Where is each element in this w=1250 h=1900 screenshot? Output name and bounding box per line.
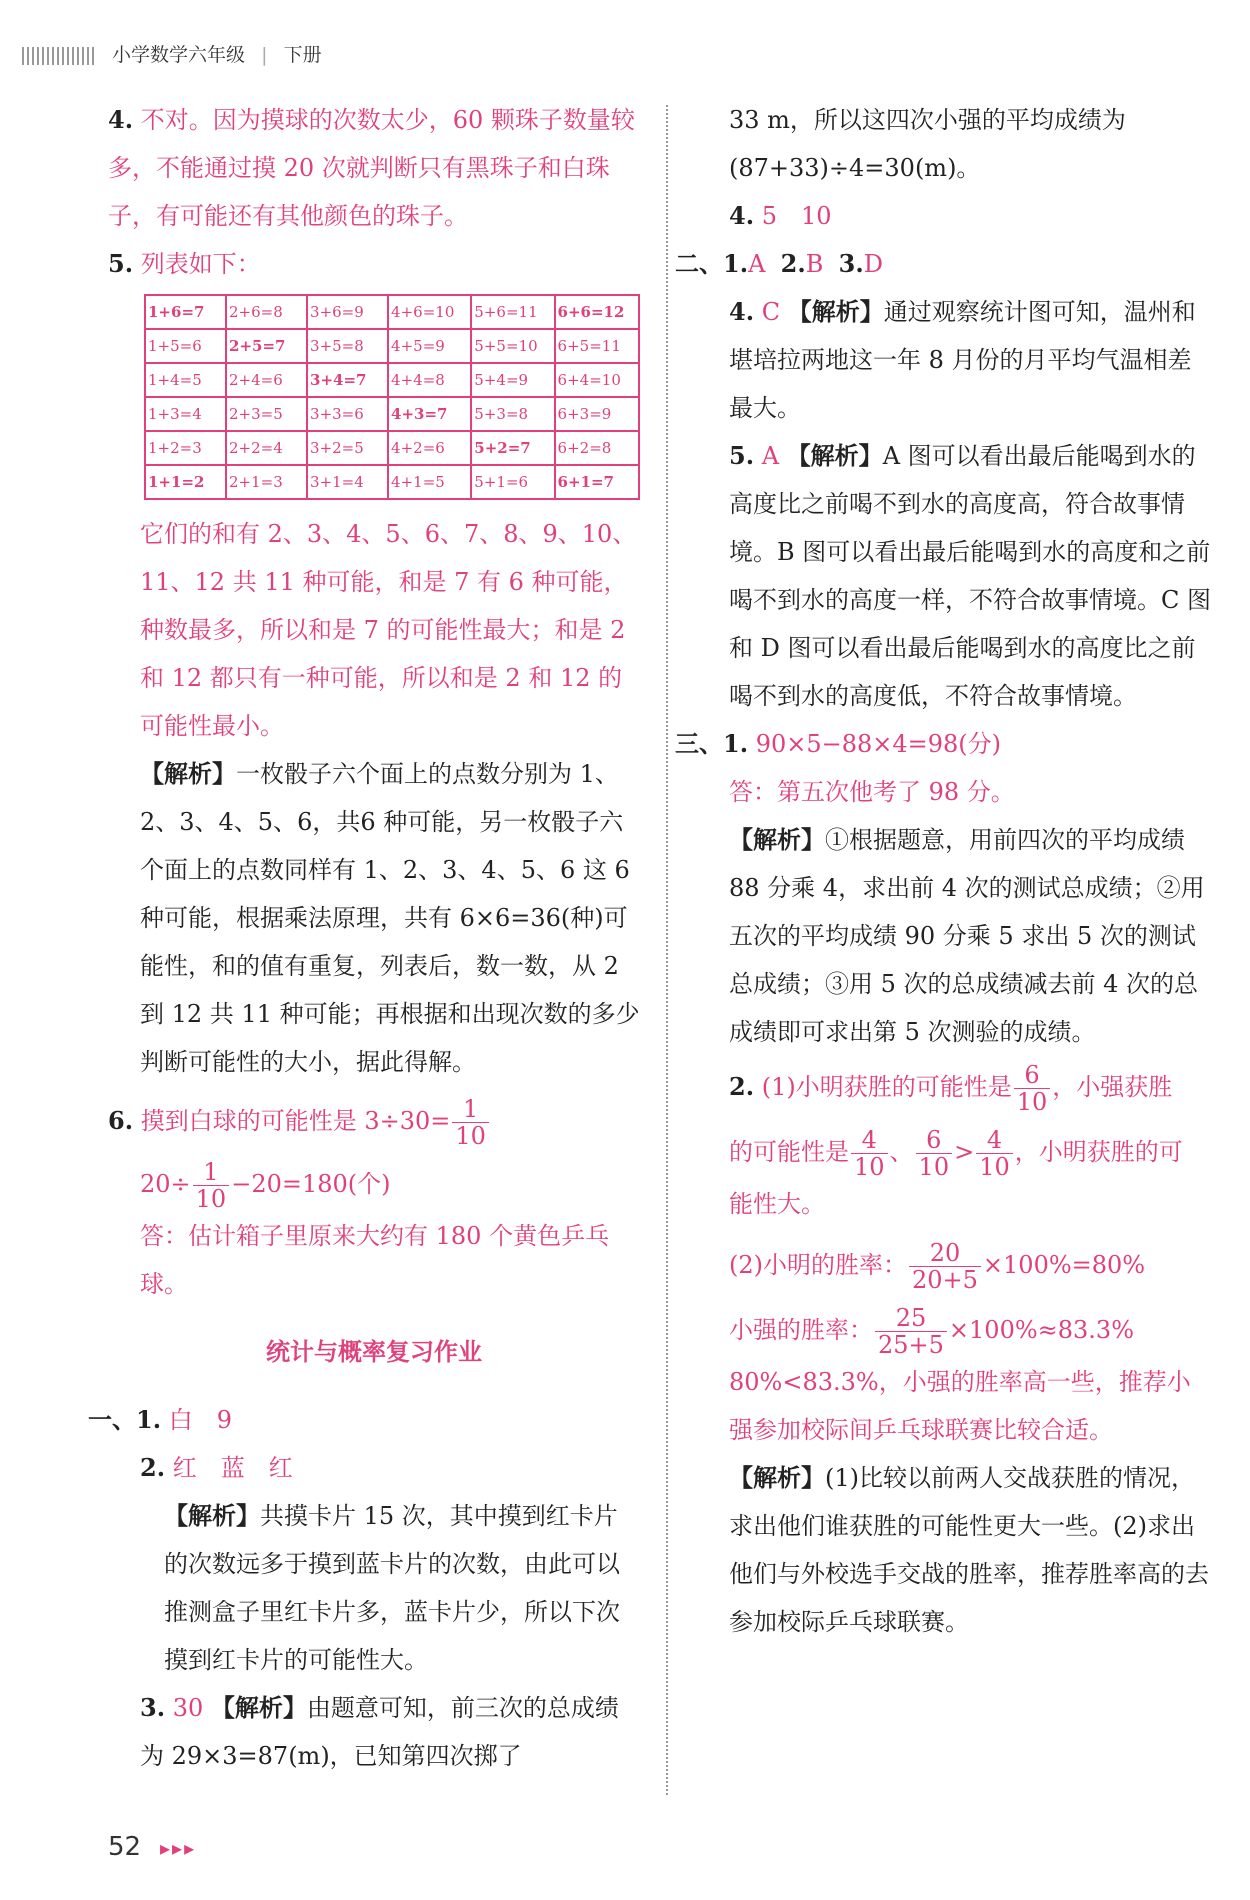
q6-line2: [108, 1159, 640, 1212]
answer-text: D: [863, 250, 883, 278]
fraction-4-10: [976, 1127, 1013, 1180]
table-cell: 1+1=2: [145, 465, 226, 499]
frac-den: 10: [195, 1185, 227, 1213]
table-row: [145, 295, 639, 329]
answer-text: B: [805, 250, 824, 278]
left-column: [88, 96, 640, 1780]
header-stripes-decoration: [22, 47, 96, 65]
analysis-label: 【解析】: [729, 1463, 825, 1492]
table-cell: 4+3=7: [388, 397, 471, 431]
table-cell: 6+3=9: [555, 397, 639, 431]
frac-den: 10: [854, 1153, 885, 1181]
section-label: 二、: [675, 249, 723, 278]
question-4: [108, 96, 640, 240]
answer-text: C: [761, 298, 781, 326]
table-cell: 1+4=5: [145, 363, 226, 397]
table-cell: 2+5=7: [226, 329, 307, 363]
page-header: [22, 40, 322, 67]
page-number: 52: [108, 1832, 142, 1862]
q-number: 1.: [723, 249, 749, 278]
q2-p4-post: ×100%=80%: [982, 1251, 1146, 1279]
q6-line2-pre: 20÷: [140, 1170, 191, 1198]
header-separator: |: [261, 44, 268, 66]
frac-num: 1: [193, 1159, 230, 1186]
table-cell: 3+3=6: [307, 397, 388, 431]
answer-text: 5 10: [761, 202, 832, 230]
frac-num: 6: [916, 1127, 953, 1154]
table-cell: 1+2=3: [145, 431, 226, 465]
analysis-label: 【解析】: [164, 1501, 260, 1530]
right-q4: [697, 192, 1212, 240]
frac-num: 20: [909, 1240, 981, 1267]
q-number: 5.: [729, 441, 755, 470]
table-cell: 4+5=9: [388, 329, 471, 363]
comma: 、: [889, 1138, 914, 1166]
q-number: 1.: [136, 1405, 162, 1434]
answer-text: 30: [172, 1694, 204, 1722]
table-cell: 6+4=10: [555, 363, 639, 397]
table-cell: 6+6=12: [555, 295, 639, 329]
q6-line1-text: 摸到白球的可能性是 3÷30=: [140, 1107, 451, 1135]
frac-num: 4: [976, 1127, 1013, 1154]
table-cell: 4+2=6: [388, 431, 471, 465]
table-cell: 5+2=7: [471, 431, 554, 465]
table-row: [145, 465, 639, 499]
q-number: 2.: [140, 1453, 166, 1482]
table-cell: 1+3=4: [145, 397, 226, 431]
table-cell: 5+5=10: [471, 329, 554, 363]
q-number: 2.: [780, 249, 806, 278]
column-divider: [666, 105, 668, 1795]
answer-text: A: [761, 442, 780, 470]
q-number: 3.: [838, 249, 864, 278]
answer-text: 90×5−88×4=98(分): [755, 730, 1002, 758]
table-cell: 5+6=11: [471, 295, 554, 329]
frac-den: 25+5: [878, 1331, 944, 1359]
table-row: [145, 431, 639, 465]
fraction-20-25: [909, 1240, 981, 1293]
q2-p2-pre: 的可能性是: [729, 1138, 849, 1166]
table-cell: 2+2=4: [226, 431, 307, 465]
dice-sum-table: [144, 294, 640, 500]
table-cell: 6+5=11: [555, 329, 639, 363]
gt-sign: >: [954, 1138, 975, 1166]
table-cell: 6+2=8: [555, 431, 639, 465]
analysis-text: 共摸卡片 15 次，其中摸到红卡片的次数远多于摸到蓝卡片的次数，由此可以推测盒子里红卡片多，蓝卡片少，所以下次摸到红卡片的可能性大。: [164, 1502, 620, 1674]
table-row: [145, 329, 639, 363]
section-3-q2-p1: [697, 1062, 1212, 1115]
q2-p5-pre: 小强的胜率：: [729, 1316, 873, 1344]
table-cell: 2+6=8: [226, 295, 307, 329]
q6-answer: 答：估计箱子里原来大约有 180 个黄色乒乓球。: [140, 1222, 610, 1298]
fraction-4-10: [851, 1127, 888, 1180]
section-label: 三、: [675, 729, 723, 758]
table-cell: 1+6=7: [145, 295, 226, 329]
table-cell: 4+4=8: [388, 363, 471, 397]
q6-line2-post: −20=180(个): [231, 1170, 391, 1198]
analysis-text: (1)比较以前两人交战获胜的情况，求出他们谁获胜的可能性更大一些。(2)求出他们与外校选手交战的胜率，推荐胜率高的去参加校际乒乓球联赛。: [729, 1464, 1209, 1636]
section-2-q4: [697, 288, 1212, 432]
section-3-q2-p6: 80%<83.3%，小强的胜率高一些，推荐小强参加校际间乒乓球联赛比较合适。: [729, 1368, 1191, 1444]
analysis-text: 由题意可知，前三次的总成绩为 29×3=87(m)，已知第四次掷了: [140, 1694, 619, 1770]
frac-den: 20+5: [912, 1266, 978, 1294]
section-3-q2-p5: [697, 1305, 1212, 1358]
section-3-q2-p3: 能性大。: [729, 1190, 825, 1218]
section-1-q2: [108, 1444, 640, 1492]
header-title: 小学数学六年级: [112, 44, 246, 66]
table-row: [145, 363, 639, 397]
q2-p5-post: ×100%≈83.3%: [948, 1316, 1134, 1344]
frac-num: 25: [875, 1305, 947, 1332]
frac-num: 1: [452, 1096, 489, 1123]
answer-text: 红 蓝 红: [172, 1454, 293, 1482]
table-cell: 3+4=7: [307, 363, 388, 397]
section-label: 一、: [88, 1405, 136, 1434]
table-row: [145, 397, 639, 431]
answer-text: 不对。因为摸球的次数太少，60 颗珠子数量较多，不能通过摸 20 次就判断只有黑珠子和白珠子，有可能还有其他颜色的珠子。: [108, 106, 635, 230]
analysis-label: 【解析】: [786, 441, 883, 470]
fraction-6-10: [916, 1127, 953, 1180]
right-column: [675, 96, 1212, 1646]
q6-line1: [140, 1095, 491, 1150]
fraction-1-10: [452, 1096, 489, 1149]
question-5: [108, 240, 640, 288]
q-number: 3.: [140, 1693, 166, 1722]
fraction-6-10: [1014, 1062, 1051, 1115]
fraction-1-10: [193, 1159, 230, 1212]
frac-num: 4: [851, 1127, 888, 1154]
header-volume: 下册: [283, 44, 322, 66]
q2-p2-post: ，小明获胜的可: [1014, 1138, 1183, 1166]
section-1-q2-analysis: [108, 1492, 640, 1684]
table-cell: 3+1=4: [307, 465, 388, 499]
q2-p1-pre: (1)小明获胜的可能性是: [761, 1073, 1012, 1101]
q-number: 5.: [108, 249, 134, 278]
analysis-text: 通过观察统计图可知，温州和堪培拉两地这一年 8 月份的月平均气温相差最大。: [729, 298, 1196, 422]
frac-den: 10: [979, 1153, 1010, 1181]
table-cell: 5+1=6: [471, 465, 554, 499]
q2-p4-pre: (2)小明的胜率：: [729, 1251, 907, 1279]
table-cell: 3+6=9: [307, 295, 388, 329]
analysis-label: 【解析】: [210, 1693, 307, 1722]
q-number: 1.: [723, 729, 749, 758]
table-cell: 3+2=5: [307, 431, 388, 465]
q-number: 4.: [729, 297, 755, 326]
table-cell: 4+6=10: [388, 295, 471, 329]
section-3-q1-answer: 答：第五次他考了 98 分。: [729, 778, 1015, 806]
q2-p1-post: ，小强获胜: [1052, 1073, 1173, 1101]
analysis-label: 【解析】: [787, 297, 884, 326]
frac-den: 10: [918, 1153, 950, 1181]
section-1-q1: [88, 1396, 640, 1444]
table-cell: 5+4=9: [471, 363, 554, 397]
section-2-q5: [697, 432, 1212, 720]
analysis-label: 【解析】: [140, 759, 236, 788]
answer-text: A: [748, 250, 766, 278]
section-3-q2-analysis: [697, 1454, 1212, 1646]
section-3-q1: [675, 720, 1212, 768]
table-cell: 5+3=8: [471, 397, 554, 431]
answer-text: 列表如下：: [140, 250, 261, 278]
continued-text: 33 m，所以这四次小强的平均成绩为(87+33)÷4=30(m)。: [729, 106, 1126, 182]
question-5-analysis: [108, 750, 640, 1086]
table-cell: 4+1=5: [388, 465, 471, 499]
frac-den: 10: [1016, 1088, 1048, 1116]
table-cell: 3+5=8: [307, 329, 388, 363]
analysis-text: 一枚骰子六个面上的点数分别为 1、2、3、4、5、6，共6 种可能，另一枚骰子六个面上的点数同样有 1、2、3、4、5、6 这 6 种可能，根据乘法原理，共有 6×6=36(种)可能性，和的值有重复，列表后，数一数，从 2 到 12 共 11 种可能；再根据和出现次数的多少判断可能性的大小，据此得解。: [140, 760, 640, 1076]
section-3-q2-p4: [697, 1240, 1212, 1293]
fraction-25-30: [875, 1305, 947, 1358]
table-cell: 6+1=7: [555, 465, 639, 499]
section-3-q2-p2: [697, 1127, 1212, 1180]
analysis-text: ①根据题意，用前四次的平均成绩 88 分乘 4，求出前 4 次的测试总成绩；②用五次的平均成绩 90 分乘 5 求出 5 次的测试总成绩；③用 5 次的总成绩减去前 4 次的总成绩即可求出第 5 次测验的成绩。: [729, 826, 1205, 1046]
table-cell: 1+5=6: [145, 329, 226, 363]
question-6: [108, 1096, 640, 1149]
table-cell: 2+4=6: [226, 363, 307, 397]
q-number: 2.: [729, 1072, 755, 1101]
section-title: 统计与概率复习作业: [266, 1338, 482, 1366]
section-1-q3: [108, 1684, 640, 1780]
table-cell: 2+3=5: [226, 397, 307, 431]
q-number: 4.: [729, 201, 755, 230]
question-5-answer: 它们的和有 2、3、4、5、6、7、8、9、10、11、12 共 11 种可能，和是 7 有 6 种可能，种数最多，所以和是 7 的可能性最大；和是 2 和 12 都只有一种可能，所以和是 2 和 12 的可能性最小。: [140, 520, 637, 740]
analysis-text: A 图可以看出最后能喝到水的高度比之前喝不到水的高度高，符合故事情境。B 图可以看出最后能喝到水的高度和之前喝不到水的高度一样，不符合故事情境。C 图和 D 图可以看出最后能喝到水的高度比之前喝不到水的高度低，不符合故事情境。: [729, 442, 1211, 710]
section-3-q1-analysis: [697, 816, 1212, 1056]
frac-num: 6: [1014, 1062, 1051, 1089]
q-number: 6.: [108, 1106, 134, 1135]
section-2-q1-3: [675, 240, 1212, 288]
table-cell: 2+1=3: [226, 465, 307, 499]
analysis-label: 【解析】: [729, 825, 825, 854]
play-arrows-icon: ▸▸▸: [160, 1836, 197, 1860]
frac-den: 10: [455, 1122, 486, 1150]
answer-text: 白 9: [168, 1406, 232, 1434]
q-number: 4.: [108, 105, 134, 134]
